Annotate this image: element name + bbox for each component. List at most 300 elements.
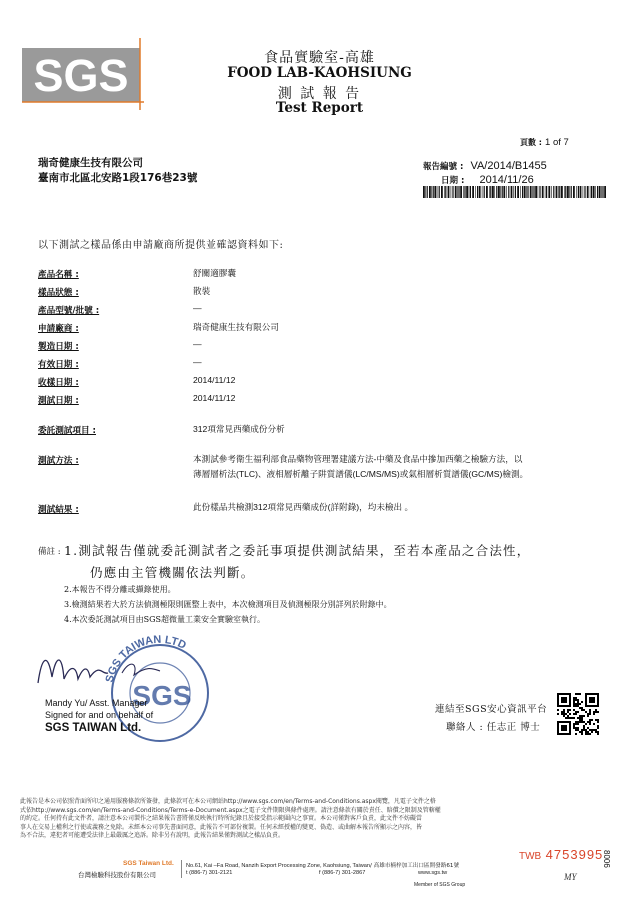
report-number: 報告編號 : VA/2014/B1455 — [423, 160, 547, 172]
qr-module — [597, 703, 599, 705]
qr-module — [557, 701, 559, 703]
barcode-bar — [494, 186, 495, 198]
qr-module — [585, 705, 587, 707]
qr-module — [581, 709, 583, 711]
barcode-bar — [464, 186, 465, 198]
disclaimer-line: 此報告是本公司依照背面所印之通用服務條款所簽發，此條款可在本公司網站http://www.sgs.com/en/Terms-and-Conditions.aspx閱覽，凡電子文件之格 — [20, 798, 436, 805]
test-items-value: 312項常見西藥成份分析 — [193, 424, 285, 434]
qr-module — [585, 701, 587, 703]
qr-module — [591, 701, 593, 703]
footer-divider — [181, 860, 182, 878]
qr-module — [595, 693, 597, 695]
qr-module — [573, 709, 575, 711]
qr-module — [577, 705, 579, 707]
qr-module — [597, 719, 599, 721]
barcode-bar — [492, 186, 494, 198]
qr-module — [585, 697, 587, 699]
qr-module — [557, 693, 559, 695]
barcode-bar — [439, 186, 440, 198]
qr-module — [569, 699, 571, 701]
barcode-bar — [601, 186, 602, 198]
qr-module — [581, 729, 583, 731]
qr-module — [587, 733, 589, 735]
test-method-line2: 薄層層析法(TLC)、液相層析離子阱質譜儀(LC/MS/MS)或氣相層析質譜儀(GC/MS)檢測。 — [193, 469, 529, 479]
barcode-bar — [457, 186, 458, 198]
qr-module — [581, 717, 583, 719]
qr-module — [593, 697, 595, 699]
handwritten-signature — [30, 635, 180, 695]
barcode-bar — [530, 186, 532, 198]
signer-company: SGS TAIWAN Ltd. — [45, 722, 142, 734]
qr-module — [567, 733, 569, 735]
qr-module — [591, 731, 593, 733]
qr-module — [569, 705, 571, 707]
barcode-bar — [564, 186, 565, 198]
barcode-bar — [520, 186, 521, 198]
qr-module — [589, 705, 591, 707]
qr-module — [583, 721, 585, 723]
qr-module — [581, 733, 583, 735]
qr-module — [585, 731, 587, 733]
qr-module — [569, 733, 571, 735]
qr-module — [577, 693, 579, 695]
qr-module — [565, 727, 567, 729]
info-platform-link[interactable]: 連結至SGS安心資訊平台 — [435, 704, 548, 715]
qr-module — [587, 715, 589, 717]
qr-module — [563, 715, 565, 717]
qr-module — [569, 693, 571, 695]
qr-module — [557, 713, 559, 715]
barcode-bar — [434, 186, 436, 198]
qr-module — [597, 705, 599, 707]
qr-module — [575, 693, 577, 695]
barcode-bar — [558, 186, 559, 198]
barcode-bar — [506, 186, 507, 198]
field-value: 舒關適膠囊 — [193, 268, 236, 278]
disclaimer-line: 為不合法，違犯者可能遭受法律上最嚴厲之追訴。除非另有說明，此報告結果僅對測試之樣品負責。 — [20, 832, 285, 839]
qr-module — [589, 721, 591, 723]
disclaimer-line: 的約定。任何持有此文件者，請注意本公司製作之結果報告書將僅反映執行時所紀錄且於接受指示範圍內之事實。本公司僅對客戶負責，此文件不妨礙當 — [20, 815, 423, 822]
note-4: 4.本次委託測試項目由SGS超微量工業安全實驗室執行。 — [64, 615, 265, 624]
barcode-bar — [448, 186, 450, 198]
footer-company-zh: 台灣檢驗科技股份有限公司 — [78, 871, 156, 879]
qr-module — [565, 721, 567, 723]
qr-module — [579, 715, 581, 717]
qr-module — [561, 727, 563, 729]
barcode-bar — [595, 186, 596, 198]
qr-module — [583, 727, 585, 729]
barcode-bar — [472, 186, 474, 198]
qr-module — [563, 693, 565, 695]
qr-module — [561, 725, 563, 727]
note-2: 2.本報告不得分離或擷錄使用。 — [64, 585, 176, 594]
qr-module — [569, 709, 571, 711]
qr-module — [563, 699, 565, 701]
barcode-bar — [475, 186, 476, 198]
intro-text: 以下測試之樣品係由申請廠商所提供並確認資料如下: — [38, 240, 284, 251]
qr-module — [563, 709, 565, 711]
qr-module — [581, 707, 583, 709]
qr-module — [585, 693, 587, 695]
qr-module — [595, 711, 597, 713]
field-value: 瑞奇健康生技有限公司 — [193, 322, 279, 332]
qr-module — [569, 717, 571, 719]
barcode-bar — [429, 186, 431, 198]
barcode-bar — [535, 186, 537, 198]
qr-module — [565, 717, 567, 719]
qr-module — [573, 697, 575, 699]
qr-module — [587, 731, 589, 733]
side-code: 8006 — [602, 850, 611, 868]
qr-module — [575, 697, 577, 699]
svg-text:SGS: SGS — [132, 680, 192, 711]
barcode-bar — [513, 186, 514, 198]
barcode-bar — [602, 186, 603, 198]
qr-module — [573, 713, 575, 715]
qr-module — [563, 727, 565, 729]
qr-module — [579, 721, 581, 723]
qr-module — [565, 733, 567, 735]
qr-module — [593, 705, 595, 707]
qr-module — [577, 699, 579, 701]
qr-module — [561, 699, 563, 701]
barcode-bar — [578, 186, 579, 198]
qr-module — [561, 697, 563, 699]
qr-module — [593, 711, 595, 713]
qr-module — [589, 693, 591, 695]
qr-module — [557, 695, 559, 697]
lab-title-zh: 食品實驗室-高雄 — [264, 50, 375, 66]
qr-module — [585, 703, 587, 705]
footer-fax: f (886-7) 301-2867 — [319, 870, 366, 876]
qr-module — [591, 719, 593, 721]
barcode-bar — [466, 186, 468, 198]
signed-on-behalf: Signed for and on behalf of — [45, 710, 154, 720]
qr-module — [589, 733, 591, 735]
barcode-bar — [427, 186, 428, 198]
qr-module — [563, 697, 565, 699]
qr-module — [589, 711, 591, 713]
qr-module — [565, 701, 567, 703]
qr-module — [561, 721, 563, 723]
footer-address: No.61, Kai –Fa Road, Nanzih Export Processing Zone, Kaohsiung, Taiwan/ 高雄市楠梓加工出口區開發路61號 — [186, 863, 460, 869]
test-method-label: 測試方法 : — [38, 456, 79, 466]
qr-module — [591, 705, 593, 707]
qr-module — [567, 715, 569, 717]
qr-module — [557, 723, 559, 725]
qr-module — [575, 711, 577, 713]
qr-module — [567, 721, 569, 723]
barcode-bar — [445, 186, 446, 198]
note-3: 3.檢測結果若大於方法偵測極限則匯整上表中，本次檢測項目及偵測極限分別詳列於附錄中。 — [64, 600, 392, 609]
client-name: 瑞奇健康生技有限公司 — [38, 157, 143, 169]
barcode-bar — [580, 186, 582, 198]
qr-module — [575, 733, 577, 735]
barcode-bar — [500, 186, 501, 198]
field-label: 製造日期 : — [38, 342, 79, 352]
barcode-bar — [463, 186, 464, 198]
qr-module — [597, 693, 599, 695]
qr-module — [587, 713, 589, 715]
test-result-label: 測試結果 : — [38, 505, 79, 515]
svg-text:SGS TAIWAN LTD: SGS TAIWAN LTD — [103, 633, 188, 684]
barcode-bar — [433, 186, 434, 198]
field-label: 產品名稱 : — [38, 270, 79, 280]
barcode-bar — [451, 186, 452, 198]
qr-module — [579, 717, 581, 719]
initials: MY — [564, 872, 577, 882]
qr-module — [585, 723, 587, 725]
footer-member: Member of SGS Group — [414, 882, 466, 888]
qr-module — [589, 699, 591, 701]
qr-module — [597, 701, 599, 703]
qr-module — [569, 731, 571, 733]
qr-module — [597, 711, 599, 713]
qr-module — [559, 693, 561, 695]
qr-module — [575, 723, 577, 725]
barcode-bar — [460, 186, 462, 198]
qr-module — [591, 697, 593, 699]
qr-module — [597, 699, 599, 701]
barcode-bar — [597, 186, 598, 198]
field-value: — — [193, 339, 202, 349]
qr-module — [593, 701, 595, 703]
barcode-bar — [583, 186, 584, 198]
qr-module — [589, 713, 591, 715]
barcode-bar — [444, 186, 445, 198]
qr-module — [593, 729, 595, 731]
qr-module — [565, 693, 567, 695]
barcode-bar — [441, 186, 443, 198]
barcode-bar — [567, 186, 569, 198]
qr-module — [585, 695, 587, 697]
qr-module — [583, 709, 585, 711]
qr-module — [567, 711, 569, 713]
qr-module — [583, 729, 585, 731]
qr-module — [573, 717, 575, 719]
barcode-bar — [469, 186, 470, 198]
qr-module — [579, 703, 581, 705]
qr-module — [597, 697, 599, 699]
footer-company-en: SGS Taiwan Ltd. — [123, 860, 174, 867]
qr-module — [597, 721, 599, 723]
qr-module — [579, 693, 581, 695]
qr-module — [575, 703, 577, 705]
qr-module — [587, 721, 589, 723]
qr-module — [597, 725, 599, 727]
qr-module — [597, 731, 599, 733]
qr-module — [577, 727, 579, 729]
barcode-bar — [511, 186, 513, 198]
qr-module — [595, 729, 597, 731]
qr-module — [569, 695, 571, 697]
signer-name: Mandy Yu/ Asst. Manager — [45, 698, 148, 708]
qr-module — [559, 733, 561, 735]
qr-module — [587, 727, 589, 729]
barcode-bar — [458, 186, 459, 198]
footer-tel: t (886-7) 301-2121 — [186, 870, 233, 876]
barcode-bar — [553, 186, 554, 198]
qr-module — [575, 729, 577, 731]
barcode-bar — [569, 186, 570, 198]
field-label: 產品型號/批號 : — [38, 306, 100, 316]
qr-module — [581, 701, 583, 703]
qr-module — [569, 697, 571, 699]
qr-module — [573, 723, 575, 725]
barcode-bar — [546, 186, 547, 198]
barcode-bar — [455, 186, 457, 198]
qr-module — [589, 719, 591, 721]
barcode-bar — [527, 186, 528, 198]
barcode-bar — [425, 186, 426, 198]
qr-module — [581, 721, 583, 723]
qr-module — [589, 701, 591, 703]
barcode-bar — [591, 186, 592, 198]
qr-module — [579, 707, 581, 709]
barcode-bar — [551, 186, 552, 198]
report-title-en: Test Report — [275, 100, 364, 116]
barcode-bar — [576, 186, 577, 198]
qr-module — [569, 727, 571, 729]
barcode-bar — [565, 186, 566, 198]
disclaimer — [20, 798, 620, 841]
barcode-bar — [515, 186, 516, 198]
barcode-bar — [517, 186, 519, 198]
qr-module — [559, 721, 561, 723]
note-1-line2: 仍應由主管機關依法判斷。 — [90, 565, 255, 580]
qr-module — [563, 729, 565, 731]
qr-module — [591, 693, 593, 695]
barcode-bar — [496, 186, 497, 198]
barcode-bar — [559, 186, 560, 198]
barcode-bar — [542, 186, 544, 198]
qr-module — [563, 721, 565, 723]
qr-module — [587, 705, 589, 707]
barcode-bar — [538, 186, 539, 198]
qr-module — [573, 727, 575, 729]
qr-module — [565, 699, 567, 701]
client-address: 臺南市北區北安路1段176巷23號 — [38, 172, 198, 184]
test-method-line1: 本測試參考衛生福利部食品藥物管理署建議方法-中藥及食品中摻加西藥之檢驗方法，以 — [193, 454, 523, 464]
barcode-bar — [479, 186, 481, 198]
qr-module — [561, 705, 563, 707]
qr-module — [557, 703, 559, 705]
qr-module — [575, 721, 577, 723]
barcode-bar — [587, 186, 589, 198]
qr-module — [595, 719, 597, 721]
qr-module — [569, 703, 571, 705]
field-value: 2014/11/12 — [193, 375, 236, 385]
qr-module — [575, 727, 577, 729]
qr-module — [557, 699, 559, 701]
field-label: 申請廠商 : — [38, 324, 79, 334]
qr-module — [565, 713, 567, 715]
qr-module — [569, 701, 571, 703]
barcode-bar — [584, 186, 585, 198]
qr-module — [577, 703, 579, 705]
barcode-bar — [489, 186, 490, 198]
qr-module — [569, 713, 571, 715]
qr-module — [585, 733, 587, 735]
qr-module — [567, 705, 569, 707]
field-value: — — [193, 357, 202, 367]
qr-module — [571, 717, 573, 719]
qr-module — [561, 733, 563, 735]
qr-module — [581, 715, 583, 717]
barcode-bar — [593, 186, 595, 198]
qr-module — [557, 729, 559, 731]
disclaimer-line: 事人在交易上權利之行使或義務之免除。未經本公司事先書面同意，此報告不可部份複製。任何未經授權的變更、偽造、或曲解本報告所顯示之內容，皆 — [20, 823, 423, 831]
barcode-bar — [498, 186, 500, 198]
qr-module — [573, 725, 575, 727]
footer-website[interactable]: www.sgs.tw — [418, 870, 448, 876]
qr-module — [567, 709, 569, 711]
qr-module — [585, 729, 587, 731]
qr-module — [569, 729, 571, 731]
barcode-bar — [524, 186, 526, 198]
barcode-bar — [604, 186, 606, 198]
qr-module — [563, 713, 565, 715]
field-label: 有效日期 : — [38, 360, 79, 370]
qr-module — [587, 693, 589, 695]
test-result-value: 此份樣品共檢測312項常見西藥成份(詳附錄)，均未檢出 。 — [193, 502, 414, 512]
qr-module — [591, 699, 593, 701]
barcode-bar — [437, 186, 438, 198]
qr-code[interactable] — [557, 693, 599, 735]
barcode-bar — [522, 186, 523, 198]
barcode-bar — [548, 186, 550, 198]
qr-module — [593, 693, 595, 695]
contact-person: 聯絡人 : 任志正 博士 — [446, 722, 541, 733]
qr-module — [559, 705, 561, 707]
disclaimer-line: 式依http://www.sgs.com/en/Terms-and-Conditions/Terms-e-Document.aspx之電子文件期限與條件處理。請注意條款有關於責任、賠償之限制及管轄權 — [20, 806, 441, 814]
barcode-bar — [503, 186, 505, 198]
qr-module — [563, 701, 565, 703]
barcode-image — [423, 186, 607, 198]
barcode-bar — [431, 186, 432, 198]
qr-module — [597, 727, 599, 729]
qr-module — [557, 733, 559, 735]
qr-module — [593, 723, 595, 725]
qr-module — [561, 711, 563, 713]
note-1-line1: 1.測試報告僅就委託測試者之委託事項提供測試結果，至若本產品之合法性， — [64, 543, 531, 558]
qr-module — [585, 711, 587, 713]
qr-module — [573, 703, 575, 705]
barcode-bar — [573, 186, 575, 198]
barcode-bar — [539, 186, 540, 198]
barcode-bar — [482, 186, 483, 198]
field-value: — — [193, 303, 202, 313]
serial-number: TWB 4753995 — [519, 847, 604, 862]
report-title-zh: 測 試 報 告 — [277, 86, 362, 102]
qr-module — [577, 729, 579, 731]
qr-module — [575, 699, 577, 701]
qr-module — [567, 693, 569, 695]
qr-module — [561, 693, 563, 695]
barcode-bar — [590, 186, 591, 198]
qr-module — [561, 729, 563, 731]
qr-module — [577, 721, 579, 723]
qr-module — [557, 697, 559, 699]
qr-module — [563, 725, 565, 727]
qr-module — [591, 729, 593, 731]
page-number: 頁數 : 1 of 7 — [520, 137, 569, 148]
qr-module — [573, 701, 575, 703]
qr-module — [569, 725, 571, 727]
qr-module — [577, 723, 579, 725]
qr-module — [581, 719, 583, 721]
qr-module — [575, 705, 577, 707]
